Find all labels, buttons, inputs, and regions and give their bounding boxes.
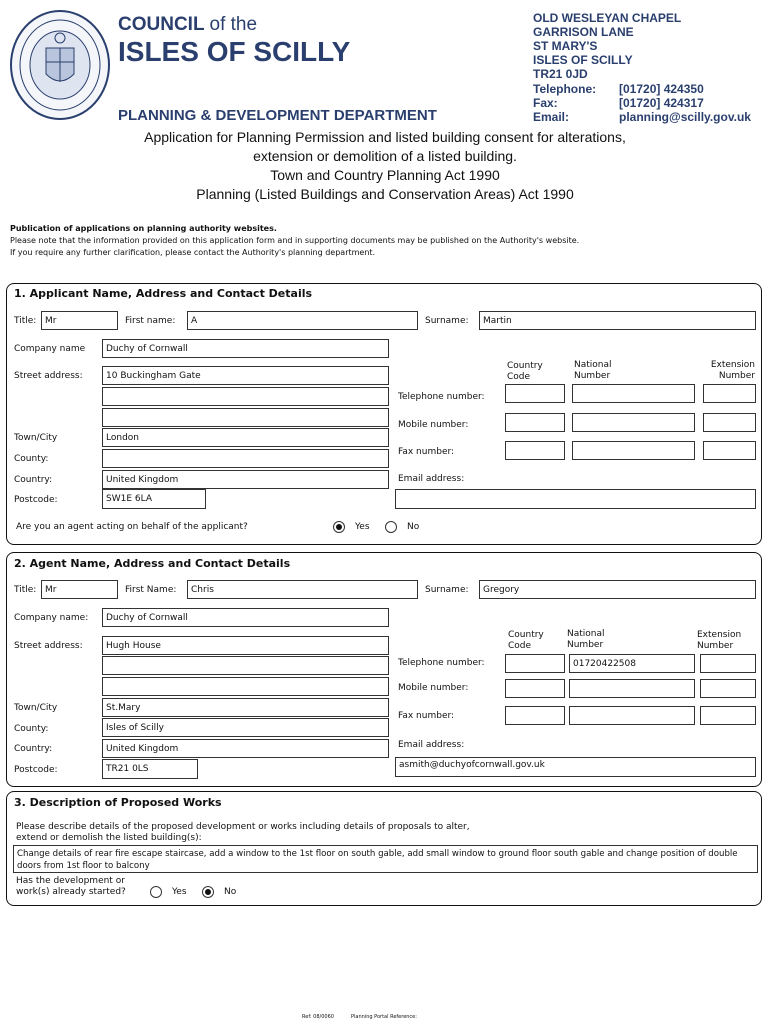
council-name-line1: COUNCIL of the [118, 14, 258, 35]
mobile-country-code-field[interactable] [505, 413, 565, 432]
agent-title-field[interactable]: Mr [41, 580, 118, 599]
agent-first-name-field[interactable]: Chris [187, 580, 418, 599]
council-name-line2: ISLES OF SCILLY [118, 36, 351, 67]
started-no-radio[interactable] [202, 886, 214, 898]
agent-country-field[interactable]: United Kingdom [102, 739, 389, 758]
agent-county-field[interactable]: Isles of Scilly [102, 718, 389, 737]
form-title-line: Application for Planning Permission and listed building consent for alterations, [144, 129, 626, 145]
description-instructions: Please describe details of the proposed development or works including details of proposals to alter, [16, 822, 470, 832]
agent-fax-label: Fax number: [398, 711, 455, 721]
first-name-field[interactable]: A [187, 311, 418, 330]
agent-telephone-label: Telephone number: [398, 658, 485, 668]
footer-portal-reference: Planning Portal Reference: [351, 1014, 417, 1020]
address-line: ST MARY'S [533, 39, 598, 53]
street-label: Street address: [14, 371, 83, 381]
contact-labels [533, 82, 596, 124]
agent-street-line1-field[interactable]: Hugh House [102, 636, 389, 655]
agent-street-line3-field[interactable] [102, 677, 389, 696]
description-text: Change details of rear fire escape staircase, add a window to the 1st floor on south gable, add small window to ground floor south gable and change position of double [17, 849, 738, 859]
agent-extension-number-label: Extension Number [697, 630, 742, 651]
telephone-label: Telephone number: [398, 392, 485, 402]
email-label: Email: [533, 110, 570, 124]
fax-value: [01720] 424317 [619, 96, 704, 110]
agent-fax-extension-field[interactable] [700, 706, 756, 725]
section-heading: 2. Agent Name, Address and Contact Details [14, 557, 291, 570]
agent-telephone-country-code-field[interactable] [505, 654, 565, 673]
agent-mobile-extension-field[interactable] [700, 679, 756, 698]
form-title-line: extension or demolition of a listed building. [253, 148, 517, 164]
agent-yes-radio[interactable] [333, 521, 345, 533]
company-label: Company name [14, 344, 86, 354]
agent-town-field[interactable]: St.Mary [102, 698, 389, 717]
county-field[interactable] [102, 449, 389, 468]
country-code-label: Country Code [507, 361, 543, 382]
agent-postcode-field[interactable]: TR21 0LS [102, 759, 198, 779]
agent-email-field[interactable]: asmith@duchyofcornwall.gov.uk [395, 757, 756, 777]
street-line3-field[interactable] [102, 408, 389, 427]
agent-country-label: Country: [14, 744, 53, 754]
started-yes-radio[interactable] [150, 886, 162, 898]
agent-telephone-national-field[interactable]: 01720422508 [569, 654, 695, 673]
department-name: PLANNING & DEVELOPMENT DEPARTMENT [118, 107, 437, 124]
agent-yes-label: Yes [355, 522, 370, 532]
address-line: OLD WESLEYAN CHAPEL [533, 11, 682, 25]
email-label: Email address: [398, 474, 465, 484]
telephone-value: [01720] 424350 [619, 82, 704, 96]
agent-town-label: Town/City [14, 703, 58, 713]
contact-values [619, 82, 751, 124]
agent-telephone-extension-field[interactable] [700, 654, 756, 673]
agent-national-number-label: National Number [567, 629, 605, 650]
agent-mobile-label: Mobile number: [398, 683, 469, 693]
title-label: Title: [14, 316, 37, 326]
telephone-national-field[interactable] [572, 384, 695, 403]
form-title-line: Planning (Listed Buildings and Conservation Areas) Act 1990 [196, 186, 574, 202]
fax-national-field[interactable] [572, 441, 695, 460]
agent-email-label: Email address: [398, 740, 465, 750]
agent-fax-national-field[interactable] [569, 706, 695, 725]
fax-label: Fax: [533, 96, 558, 110]
fax-label: Fax number: [398, 447, 455, 457]
section-heading: 3. Description of Proposed Works [14, 796, 222, 809]
description-field[interactable] [13, 845, 758, 873]
description-instructions: extend or demolish the listed building(s): [16, 833, 202, 843]
mobile-national-field[interactable] [572, 413, 695, 432]
started-yes-label: Yes [172, 887, 187, 897]
county-label: County: [14, 454, 49, 464]
town-field[interactable]: London [102, 428, 389, 447]
description-text: doors from 1st floor to balcony [17, 861, 150, 871]
publication-note: Please note that the information provided on this application form and in supporting documents may be published on the Authority's website. [10, 236, 580, 245]
council-crest [8, 8, 112, 122]
surname-field[interactable]: Martin [479, 311, 756, 330]
agent-first-name-label: First Name: [125, 585, 177, 595]
agent-question: Are you an agent acting on behalf of the applicant? [16, 522, 248, 532]
started-question: Has the development or [16, 876, 125, 886]
postcode-label: Postcode: [14, 495, 58, 505]
agent-country-code-label: Country Code [508, 630, 544, 651]
council-address [533, 11, 681, 81]
first-name-label: First name: [125, 316, 176, 326]
agent-postcode-label: Postcode: [14, 765, 58, 775]
address-line: GARRISON LANE [533, 25, 634, 39]
agent-company-label: Company name: [14, 613, 89, 623]
email-field[interactable] [395, 489, 756, 509]
street-line1-field[interactable]: 10 Buckingham Gate [102, 366, 389, 385]
publication-heading: Publication of applications on planning authority websites. [10, 224, 277, 233]
agent-street-label: Street address: [14, 641, 83, 651]
extension-number-label: Extension Number [710, 360, 755, 381]
agent-title-label: Title: [14, 585, 37, 595]
started-question: work(s) already started? [16, 887, 126, 897]
agent-no-label: No [407, 522, 420, 532]
started-no-label: No [224, 887, 237, 897]
telephone-extension-field[interactable] [703, 384, 756, 403]
fax-country-code-field[interactable] [505, 441, 565, 460]
country-field[interactable]: United Kingdom [102, 470, 389, 489]
town-label: Town/City [14, 433, 58, 443]
section-heading: 1. Applicant Name, Address and Contact Details [14, 287, 313, 300]
company-field[interactable]: Duchy of Cornwall [102, 339, 389, 358]
telephone-country-code-field[interactable] [505, 384, 565, 403]
form-title-line: Town and Country Planning Act 1990 [270, 167, 500, 183]
address-line: ISLES OF SCILLY [533, 53, 633, 67]
agent-no-radio[interactable] [385, 521, 397, 533]
agent-company-field[interactable]: Duchy of Cornwall [102, 608, 389, 627]
address-line: TR21 0JD [533, 67, 588, 81]
agent-surname-label: Surname: [425, 585, 469, 595]
telephone-label: Telephone: [533, 82, 597, 96]
agent-mobile-country-code-field[interactable] [505, 679, 565, 698]
footer-ref: Ref: 08/0060 [302, 1014, 334, 1020]
surname-label: Surname: [425, 316, 469, 326]
postcode-field[interactable]: SW1E 6LA [102, 489, 206, 509]
mobile-extension-field[interactable] [703, 413, 756, 432]
agent-county-label: County: [14, 724, 49, 734]
street-line2-field[interactable] [102, 387, 389, 406]
fax-extension-field[interactable] [703, 441, 756, 460]
mobile-label: Mobile number: [398, 420, 469, 430]
agent-mobile-national-field[interactable] [569, 679, 695, 698]
agent-surname-field[interactable]: Gregory [479, 580, 756, 599]
agent-street-line2-field[interactable] [102, 656, 389, 675]
publication-note: If you require any further clarification, please contact the Authority's planning department. [10, 248, 376, 257]
country-label: Country: [14, 475, 53, 485]
email-link[interactable]: planning@scilly.gov.uk [619, 110, 751, 124]
agent-fax-country-code-field[interactable] [505, 706, 565, 725]
title-field[interactable]: Mr [41, 311, 118, 330]
national-number-label: National Number [574, 360, 612, 381]
